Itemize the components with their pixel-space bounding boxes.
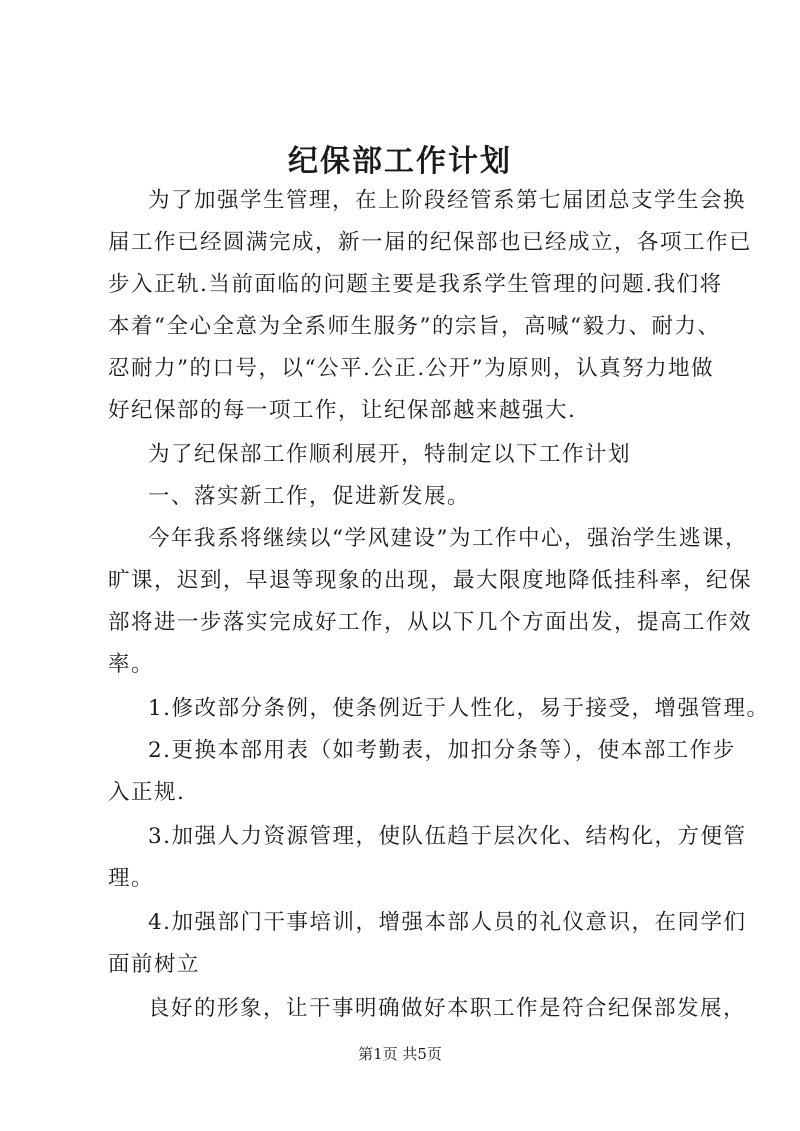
page-title: 纪保部工作计划 bbox=[288, 144, 512, 179]
paragraph-line: 忍耐力”的口号，以“公平.公正.公开”为原则，认真努力地做 bbox=[108, 356, 715, 381]
paragraph-line: 步入正轨.当前面临的问题主要是我系学生管理的问题.我们将 bbox=[108, 272, 723, 297]
list-item: 3.加强人力资源管理，使队伍趋于层次化、结构化，方便管 bbox=[148, 824, 747, 849]
list-item: 2.更换本部用表（如考勤表，加扣分条等），使本部工作步 bbox=[148, 738, 736, 763]
list-item: 4.加强部门干事培训，增强本部人员的礼仪意识，在同学们 bbox=[148, 910, 747, 935]
paragraph-line: 为了加强学生管理，在上阶段经管系第七届团总支学生会换 bbox=[148, 188, 747, 213]
paragraph-line: 旷课，迟到，早退等现象的出现，最大限度地降低挂科率，纪保 bbox=[108, 568, 753, 593]
paragraph-line: 入正规. bbox=[108, 780, 186, 805]
paragraph-line: 为了纪保部工作顺利展开，特制定以下工作计划 bbox=[148, 442, 632, 467]
paragraph-line: 面前树立 bbox=[108, 952, 201, 977]
page-footer: 第1页 共5页 bbox=[358, 1045, 442, 1063]
paragraph-line: 本着“全心全意为全系师生服务”的宗旨，高喊“毅力、耐力、 bbox=[108, 314, 721, 339]
section-heading: 一、落实新工作，促进新发展。 bbox=[148, 484, 471, 509]
paragraph-line: 今年我系将继续以“学风建设”为工作中心，强治学生逃课， bbox=[148, 526, 748, 551]
paragraph-line: 部将进一步落实完成好工作，从以下几个方面出发，提高工作效 bbox=[108, 610, 753, 635]
paragraph-line: 良好的形象，让干事明确做好本职工作是符合纪保部发展， bbox=[148, 996, 747, 1021]
paragraph-line: 好纪保部的每一项工作，让纪保部越来越强大. bbox=[108, 398, 577, 423]
list-item: 1.修改部分条例，使条例近于人性化，易于接受，增强管理。 bbox=[148, 696, 770, 721]
paragraph-line: 理。 bbox=[108, 866, 155, 891]
paragraph-line: 率。 bbox=[108, 652, 155, 677]
paragraph-line: 届工作已经圆满完成，新一届的纪保部也已经成立，各项工作已 bbox=[108, 230, 753, 255]
